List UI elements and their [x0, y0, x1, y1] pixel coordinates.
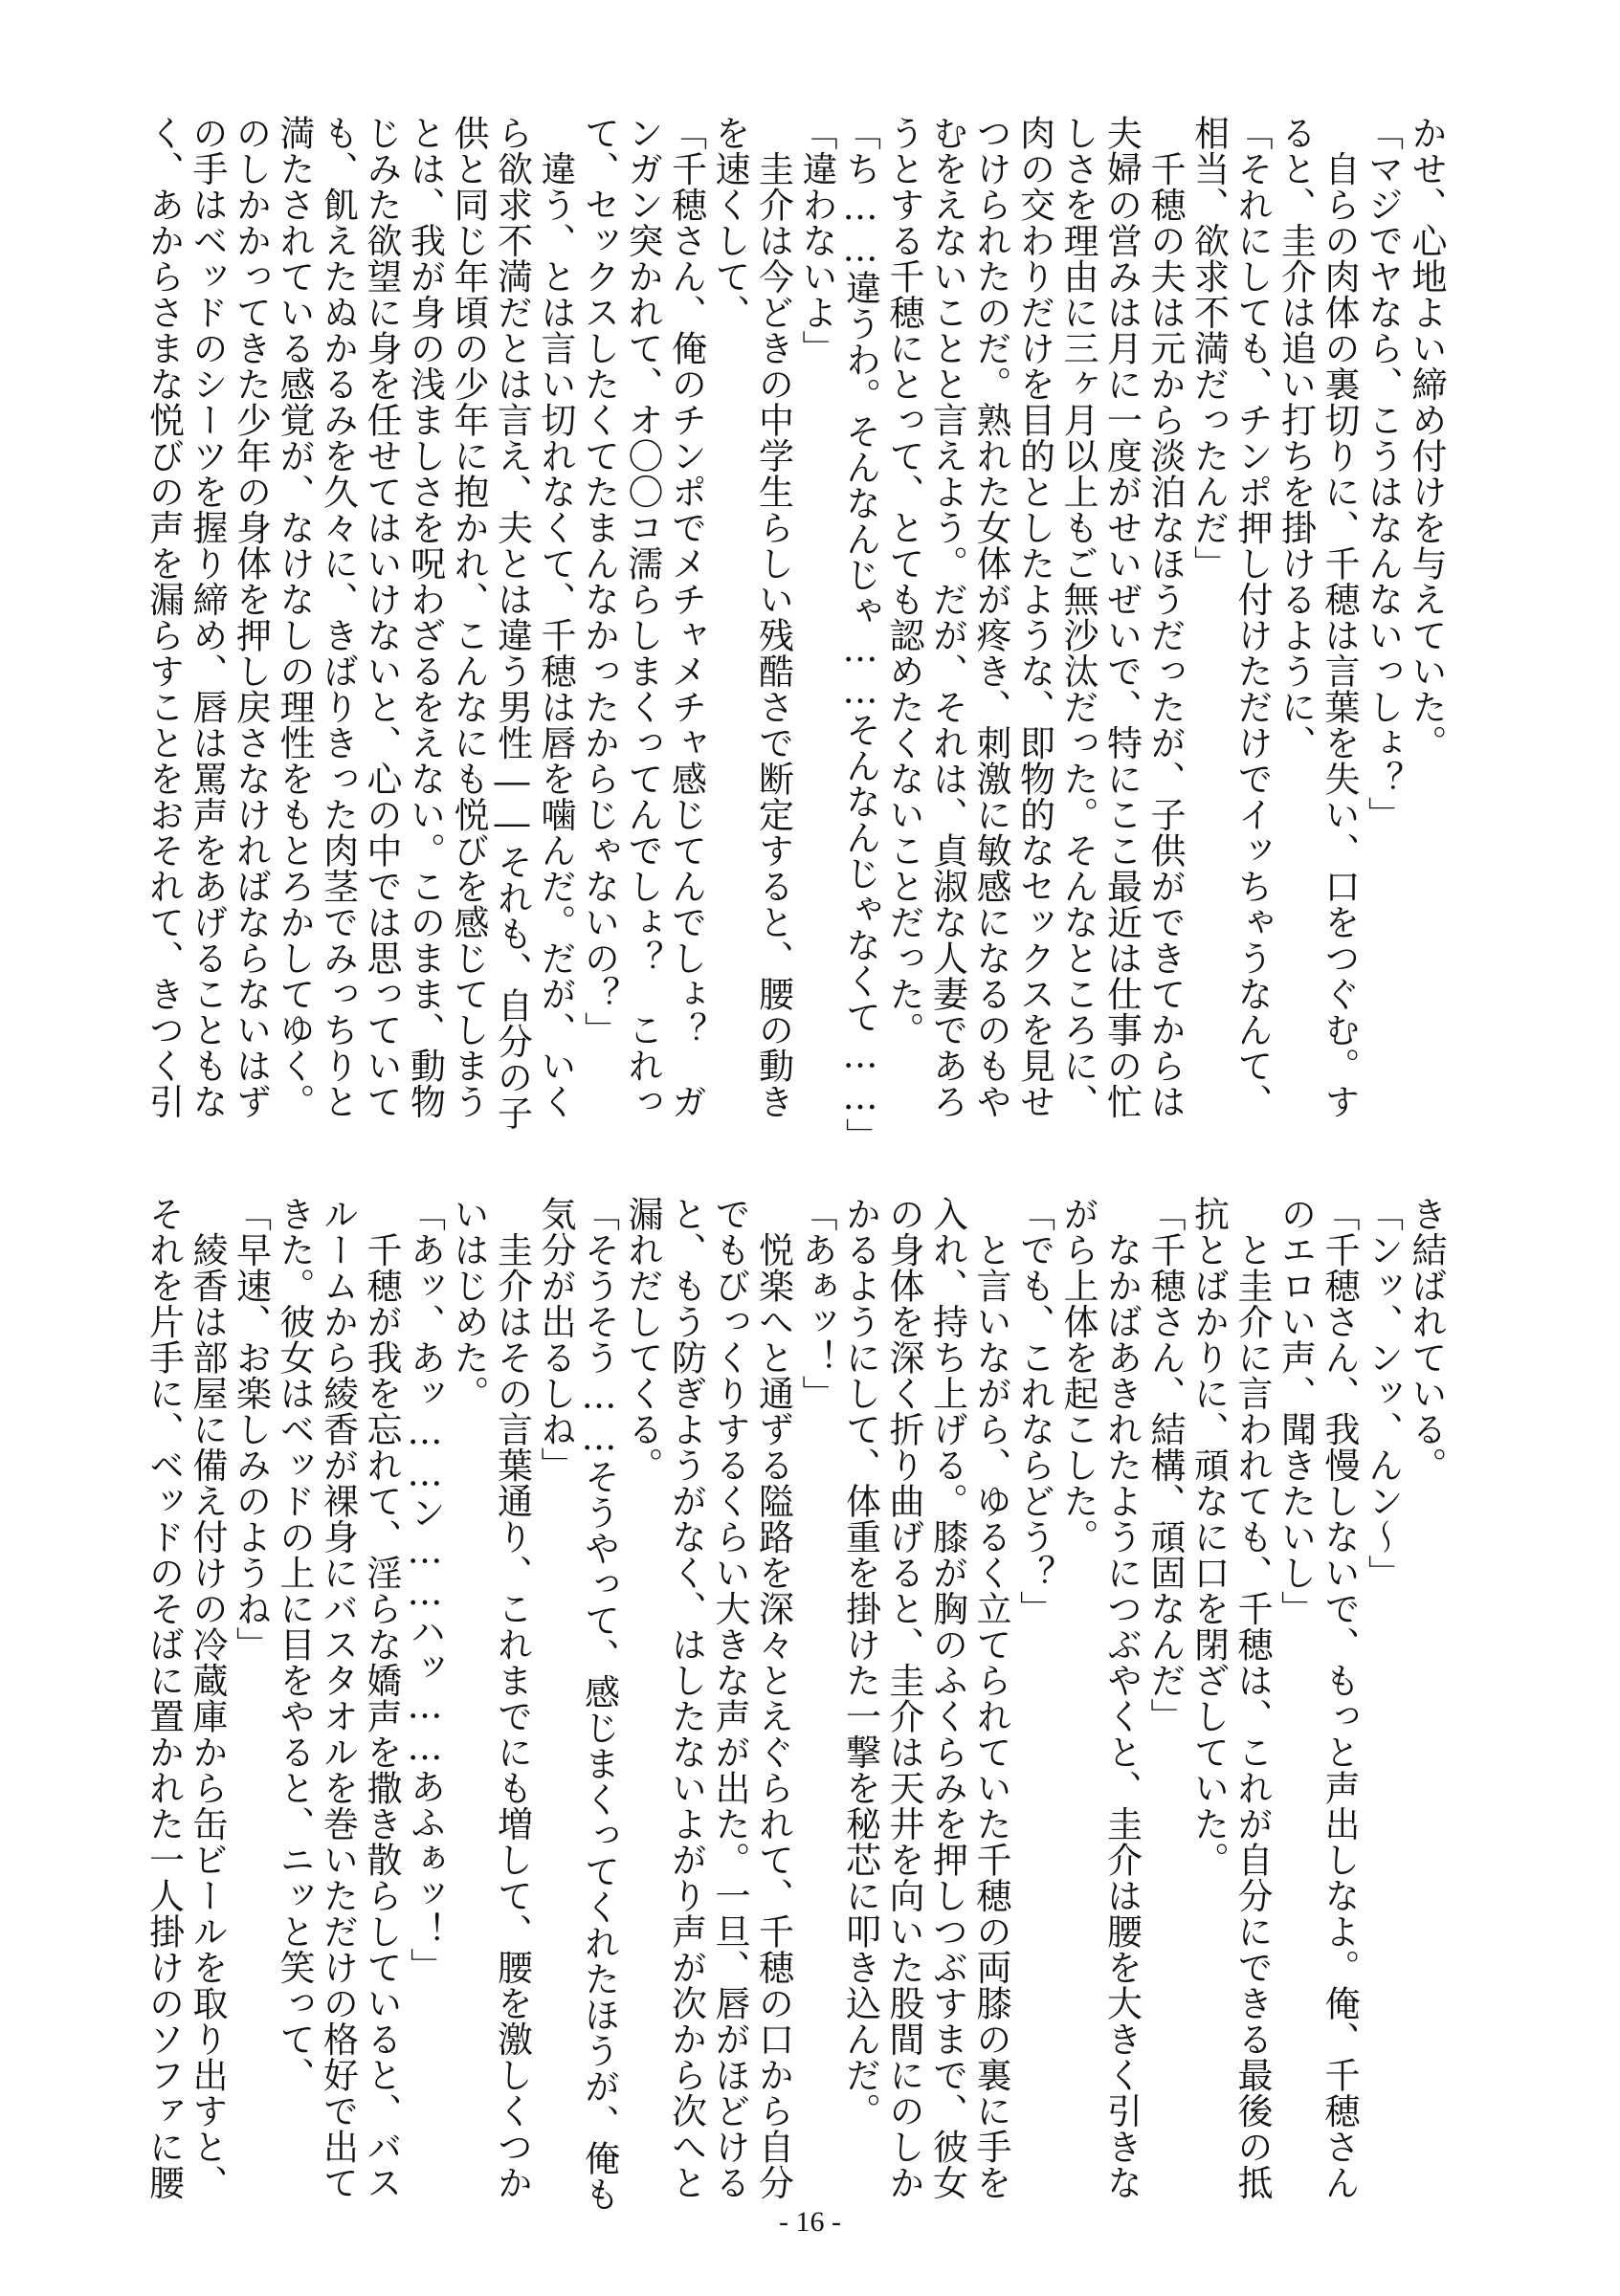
text-column: それを片手に、ベッドのそばに置かれた一人掛けのソファに腰 [143, 1196, 185, 2200]
text-column: 漏れだしてくる。 [622, 1196, 663, 1483]
lower-text-block [143, 1196, 1448, 2212]
text-column: 「マジでヤなら、こうはなんないっしょ？」 [1362, 115, 1404, 832]
text-column: 「千穂さん、結構、頑固なんだ」 [1144, 1196, 1186, 1734]
text-column: じみた欲望に身を任せてはいけないと、心の中では思っていて [361, 115, 402, 1119]
upper-text-block [143, 115, 1448, 1154]
text-column: 供と同じ年頃の少年に抱かれ、こんなにも悦びを感じてしまう [448, 115, 489, 1119]
text-column: き結ばれている。 [1406, 1196, 1447, 1483]
text-column: も、飢えたぬかるみを久々に、きばりきった肉茎でみっちりと [317, 115, 359, 1119]
text-column: なかばあきれたようにつぶやくと、圭介は腰を大きく引きな [1100, 1196, 1143, 2200]
text-column: 圭介はその言葉通り、これまでにも増して、腰を激しくつか [491, 1196, 533, 2200]
text-column: 相当、欲求不満だったんだ」 [1187, 115, 1230, 582]
text-column: 「そうそう……そうやって、感じまくってくれたほうが、俺も [578, 1196, 620, 2212]
text-column: 「ち……違うわ。そんなんじゃ……そんなんじゃなくて……」 [839, 115, 881, 1154]
text-column: 夫婦の営みは月に一度がせいぜいで、特にここ最近は仕事の忙 [1100, 115, 1143, 1119]
text-column: とは、我が身の浅ましさを呪わざるをえない。このまま、動物 [404, 115, 446, 1119]
text-column: 圭介は今どきの中学生らしい残酷さで断定すると、腰の動き [752, 115, 794, 1119]
text-column: ると、圭介は追い打ちを掛けるように、 [1275, 115, 1317, 761]
text-column: 「それにしても、チンポ押し付けただけでイッちゃうなんて、 [1232, 115, 1273, 1119]
text-column: を速くして、 [709, 115, 750, 330]
text-column: 「千穂さん、我慢しないで、もっと声出しなよ。俺、千穂さん [1319, 1196, 1360, 2200]
text-column: の手はベッドのシーツを握り締め、唇は罵声をあげることもな [187, 115, 228, 1119]
text-column: 「あッ、あッ……ン……ハッ……あふぁッ！」 [404, 1196, 446, 1984]
text-column: 「あぁッ！」 [796, 1196, 837, 1411]
text-column: ルームから綾香が裸身にバスタオルを巻いただけの格好で出て [317, 1196, 359, 2200]
text-column: のエロい声、聞きたいし」 [1275, 1196, 1317, 1626]
text-column: いはじめた。 [448, 1196, 489, 1411]
text-column: かるようにして、体重を掛けた一撃を秘芯に叩き込んだ。 [839, 1196, 881, 2129]
text-column: うとする千穂にとって、とても認めたくないことだった。 [883, 115, 924, 1048]
text-column: 悦楽へと通ずる隘路を深々とえぐられて、千穂の口から自分 [752, 1196, 794, 2200]
text-column: 「ンッ、ンッ、んン～」 [1362, 1196, 1404, 1591]
text-column: 満たされている感覚が、なけなしの理性をもとろかしてゆく。 [274, 115, 315, 1119]
text-column: の身体を深く折り曲げると、圭介は天井を向いた股間にのしか [883, 1196, 924, 2200]
text-column: でもびっくりするくらい大きな声が出た。一旦、唇がほどける [709, 1196, 750, 2200]
text-column: 自らの肉体の裏切りに、千穂は言葉を失い、口をつぐむ。す [1319, 115, 1360, 1119]
text-column: 綾香は部屋に備え付けの冷蔵庫から缶ビールを取り出すと、 [187, 1196, 228, 2200]
text-column: しさを理由に三ヶ月以上もご無沙汰だった。そんなところに、 [1057, 115, 1098, 1119]
text-column: 千穂の夫は元から淡泊なほうだったが、子供ができてからは [1144, 115, 1186, 1119]
text-column: のしかかってきた少年の身体を押し戻さなければならないはず [230, 115, 272, 1119]
text-column: ンガン突かれて、オ〇〇コ濡らしまくってんでしょ？ これっ [622, 115, 663, 1119]
text-column: 「早速、お楽しみのようね」 [230, 1196, 272, 1663]
text-column: きた。彼女はベッドの上に目をやると、ニッと笑って、 [274, 1196, 315, 2093]
text-column: 抗とばかりに、頑なに口を閉ざしていた。 [1187, 1196, 1230, 1878]
text-column: つけられたのだ。熟れた女体が疼き、刺激に敏感になるのもや [970, 115, 1011, 1119]
text-column: く、あからさまな悦びの声を漏らすことをおそれて、きつく引 [143, 115, 185, 1119]
text-column: 入れ、持ち上げる。膝が胸のふくらみを押しつぶすまで、彼女 [926, 1196, 968, 2200]
text-column: 「千穂さん、俺のチンポでメチャメチャ感じてんでしょ？ ガ [665, 115, 707, 1119]
text-column: ら欲求不満だとは言え、夫とは違う男性――それも、自分の子 [491, 115, 533, 1131]
text-column: 違う、とは言い切れなくて、千穂は唇を噛んだ。だが、いく [535, 115, 576, 1119]
text-column: と、もう防ぎようがなく、はしたないよがり声が次から次へと [665, 1196, 707, 2200]
text-column: と圭介に言われても、千穂は、これが自分にできる最後の抵 [1232, 1196, 1273, 2200]
text-column: かせ、心地よい締め付けを与えていた。 [1406, 115, 1447, 761]
text-column: と言いながら、ゆるく立てられていた千穂の両膝の裏に手を [970, 1196, 1011, 2200]
text-column: 肉の交わりだけを目的としたような、即物的なセックスを見せ [1013, 115, 1055, 1119]
text-column: がら上体を起こした。 [1057, 1196, 1098, 1555]
text-column: て、セックスしたくてたまんなかったからじゃないの？」 [578, 115, 620, 1048]
text-column: 「でも、これならどう？」 [1013, 1196, 1055, 1626]
text-column: 気分が出るしね」 [535, 1196, 576, 1483]
page-number: - 16 - [779, 2206, 841, 2238]
text-column: 「違わないよ」 [796, 115, 837, 366]
text-column: 千穂が我を忘れて、淫らな嬌声を撒き散らしていると、バス [361, 1196, 402, 2200]
text-column: むをえないことと言えよう。だが、それは、貞淑な人妻であろ [926, 115, 968, 1119]
